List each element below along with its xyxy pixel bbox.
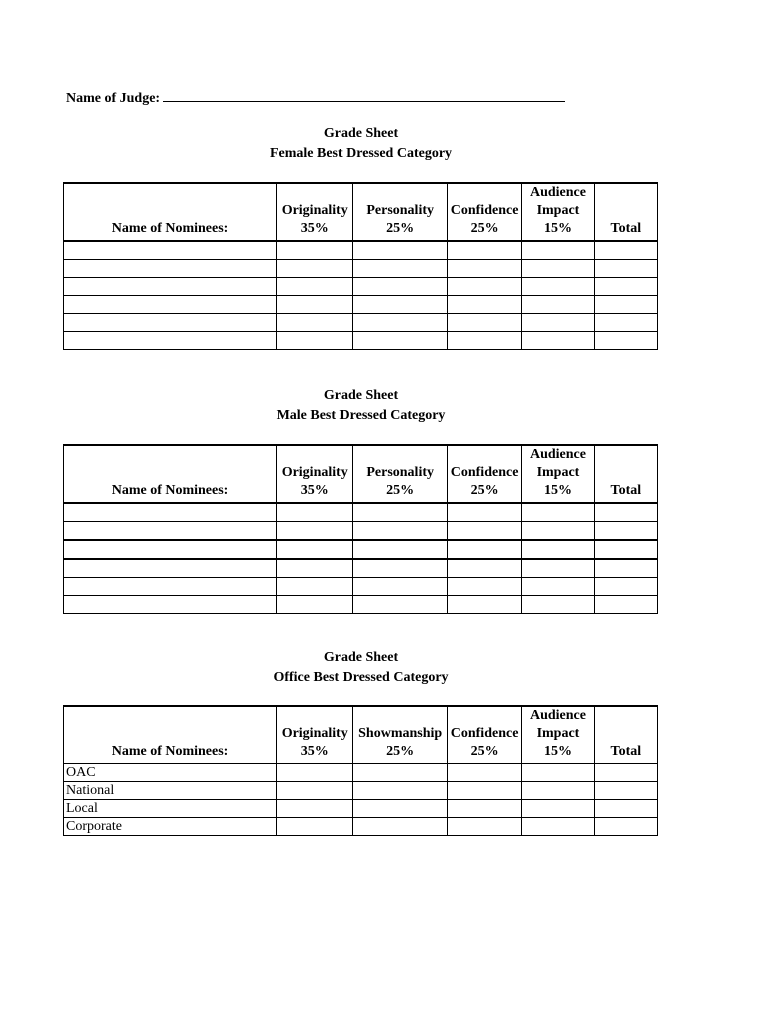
header-confidence: Confidence 25%: [447, 183, 521, 241]
nominee-cell[interactable]: [64, 278, 277, 296]
score-cell[interactable]: [353, 314, 447, 332]
header-total: Total: [594, 183, 657, 241]
score-cell[interactable]: [447, 503, 521, 522]
total-cell[interactable]: [594, 782, 657, 800]
header-total: Total: [594, 445, 657, 503]
header-nominees: Name of Nominees:: [64, 445, 277, 503]
header-originality: Originality 35%: [277, 706, 353, 764]
score-cell[interactable]: [353, 278, 447, 296]
score-cell[interactable]: [277, 559, 353, 578]
total-cell[interactable]: [594, 260, 657, 278]
nominee-cell[interactable]: National: [64, 782, 277, 800]
score-cell[interactable]: [447, 596, 521, 614]
score-cell[interactable]: [277, 503, 353, 522]
grade-sheet-heading-office: [0, 648, 722, 688]
judge-name-line: [66, 88, 565, 107]
table-row: [64, 260, 658, 278]
total-cell[interactable]: [594, 800, 657, 818]
score-cell[interactable]: [522, 522, 594, 541]
score-cell[interactable]: [353, 241, 447, 260]
score-cell[interactable]: [277, 764, 353, 782]
score-cell[interactable]: [277, 260, 353, 278]
nominee-cell[interactable]: [64, 241, 277, 260]
score-cell[interactable]: [447, 764, 521, 782]
score-cell[interactable]: [353, 578, 447, 596]
header-audience-impact: Audience Impact 15%: [522, 706, 594, 764]
score-cell[interactable]: [522, 540, 594, 559]
score-cell[interactable]: [522, 503, 594, 522]
score-cell[interactable]: [522, 596, 594, 614]
grade-table-female: [63, 182, 658, 350]
score-cell[interactable]: [447, 782, 521, 800]
header-personality: Personality 25%: [353, 445, 447, 503]
score-cell[interactable]: [353, 800, 447, 818]
table-row: [64, 522, 658, 541]
score-cell[interactable]: [277, 522, 353, 541]
grade-sheet-title: Grade Sheet: [323, 388, 399, 403]
category-subtitle: Female Best Dressed Category: [269, 146, 453, 161]
header-audience-impact: Audience Impact 15%: [522, 445, 594, 503]
table-row: [64, 332, 658, 350]
score-cell[interactable]: [277, 800, 353, 818]
score-cell[interactable]: [447, 800, 521, 818]
score-cell[interactable]: [353, 559, 447, 578]
score-cell[interactable]: [522, 782, 594, 800]
score-cell[interactable]: [522, 332, 594, 350]
score-cell[interactable]: [277, 578, 353, 596]
score-cell[interactable]: [277, 278, 353, 296]
table-row: [64, 296, 658, 314]
nominee-cell[interactable]: Corporate: [64, 818, 277, 836]
header-confidence: Confidence 25%: [447, 706, 521, 764]
nominee-cell[interactable]: [64, 260, 277, 278]
score-cell[interactable]: [447, 559, 521, 578]
score-cell[interactable]: [277, 540, 353, 559]
nominee-cell[interactable]: [64, 314, 277, 332]
nominee-cell[interactable]: [64, 540, 277, 559]
header-nominees: Name of Nominees:: [64, 706, 277, 764]
grade-sheet-title: Grade Sheet: [323, 126, 399, 141]
total-cell[interactable]: [594, 332, 657, 350]
total-cell[interactable]: [594, 278, 657, 296]
score-cell[interactable]: [353, 764, 447, 782]
score-cell[interactable]: [353, 818, 447, 836]
total-cell[interactable]: [594, 818, 657, 836]
table-row: [64, 540, 658, 559]
score-cell[interactable]: [522, 818, 594, 836]
table-row: [64, 764, 658, 782]
total-cell[interactable]: [594, 559, 657, 578]
score-cell[interactable]: [447, 296, 521, 314]
score-cell[interactable]: [353, 332, 447, 350]
table-row: [64, 818, 658, 836]
header-originality: Originality 35%: [277, 445, 353, 503]
score-cell[interactable]: [522, 764, 594, 782]
score-cell[interactable]: [353, 540, 447, 559]
header-nominees: Name of Nominees:: [64, 183, 277, 241]
total-cell[interactable]: [594, 540, 657, 559]
score-cell[interactable]: [277, 332, 353, 350]
score-cell[interactable]: [277, 241, 353, 260]
nominee-cell[interactable]: [64, 578, 277, 596]
score-cell[interactable]: [522, 241, 594, 260]
judge-name-label: Name of Judge:: [66, 91, 161, 106]
judge-name-blank[interactable]: [163, 88, 565, 102]
category-subtitle: Office Best Dressed Category: [273, 670, 449, 685]
score-cell[interactable]: [353, 596, 447, 614]
table-row: [64, 800, 658, 818]
nominee-cell[interactable]: [64, 559, 277, 578]
score-cell[interactable]: [447, 818, 521, 836]
score-cell[interactable]: [522, 260, 594, 278]
score-cell[interactable]: [447, 540, 521, 559]
total-cell[interactable]: [594, 522, 657, 541]
table-row: [64, 314, 658, 332]
nominee-cell[interactable]: [64, 596, 277, 614]
total-cell[interactable]: [594, 764, 657, 782]
score-cell[interactable]: [277, 818, 353, 836]
table-row: [64, 241, 658, 260]
score-cell[interactable]: [522, 278, 594, 296]
total-cell[interactable]: [594, 296, 657, 314]
score-cell[interactable]: [353, 503, 447, 522]
nominee-cell[interactable]: [64, 503, 277, 522]
table-row: [64, 596, 658, 614]
score-cell[interactable]: [447, 260, 521, 278]
score-cell[interactable]: [447, 241, 521, 260]
header-personality: Personality 25%: [353, 183, 447, 241]
header-confidence: Confidence 25%: [447, 445, 521, 503]
nominee-cell[interactable]: [64, 296, 277, 314]
header-total: Total: [594, 706, 657, 764]
score-cell[interactable]: [522, 314, 594, 332]
score-cell[interactable]: [447, 278, 521, 296]
table-header-row: [64, 183, 658, 241]
category-subtitle: Male Best Dressed Category: [276, 408, 446, 423]
score-cell[interactable]: [447, 314, 521, 332]
table-row: [64, 782, 658, 800]
grade-sheet-heading-female: [0, 124, 722, 164]
nominee-cell[interactable]: [64, 332, 277, 350]
nominee-cell[interactable]: Local: [64, 800, 277, 818]
total-cell[interactable]: [594, 578, 657, 596]
score-cell[interactable]: [522, 578, 594, 596]
grade-table-office: [63, 705, 658, 836]
nominee-cell[interactable]: [64, 522, 277, 541]
total-cell[interactable]: [594, 241, 657, 260]
score-cell[interactable]: [447, 332, 521, 350]
score-cell[interactable]: [277, 782, 353, 800]
header-audience-impact: Audience Impact 15%: [522, 183, 594, 241]
score-cell[interactable]: [277, 596, 353, 614]
score-cell[interactable]: [353, 296, 447, 314]
table-header-row: [64, 445, 658, 503]
table-header-row: [64, 706, 658, 764]
score-cell[interactable]: [522, 559, 594, 578]
score-cell[interactable]: [447, 578, 521, 596]
grade-sheet-title: Grade Sheet: [323, 650, 399, 665]
table-row: [64, 278, 658, 296]
score-cell[interactable]: [353, 522, 447, 541]
table-row: [64, 578, 658, 596]
table-row: [64, 559, 658, 578]
grade-sheet-heading-male: [0, 386, 722, 426]
score-cell[interactable]: [353, 782, 447, 800]
score-cell[interactable]: [522, 800, 594, 818]
score-cell[interactable]: [522, 296, 594, 314]
header-showmanship: Showmanship 25%: [353, 706, 447, 764]
grade-table-male: [63, 444, 658, 614]
score-cell[interactable]: [277, 314, 353, 332]
score-cell[interactable]: [447, 522, 521, 541]
total-cell[interactable]: [594, 503, 657, 522]
header-originality: Originality 35%: [277, 183, 353, 241]
total-cell[interactable]: [594, 596, 657, 614]
score-cell[interactable]: [277, 296, 353, 314]
table-row: [64, 503, 658, 522]
nominee-cell[interactable]: OAC: [64, 764, 277, 782]
score-cell[interactable]: [353, 260, 447, 278]
total-cell[interactable]: [594, 314, 657, 332]
